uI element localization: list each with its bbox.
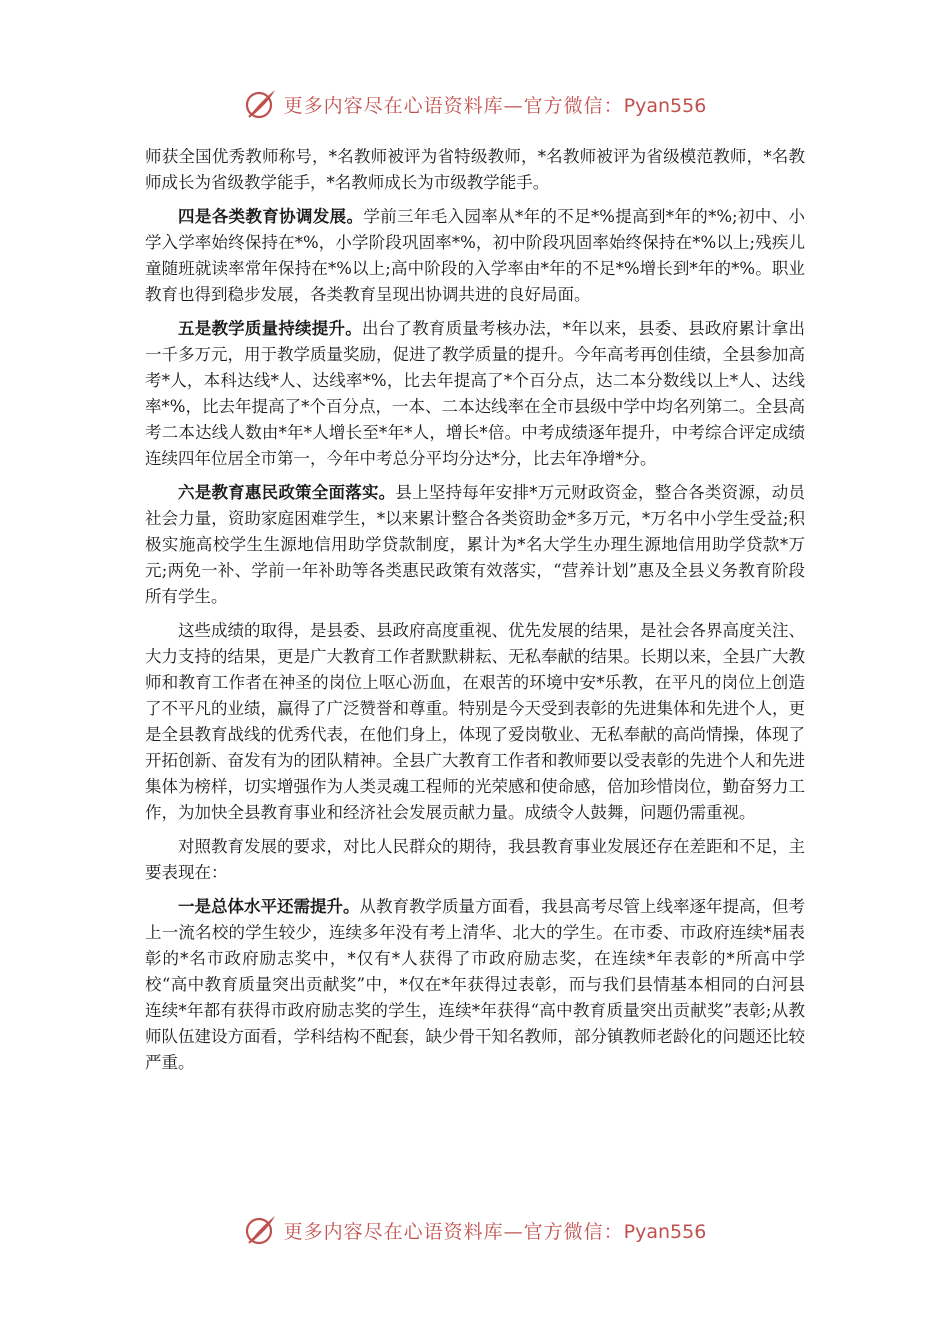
- paragraph-4-lead: 六是教育惠民政策全面落实。: [178, 483, 396, 502]
- paragraph-1: 师获全国优秀教师称号，*名教师被评为省特级教师，*名教师被评为省级模范教师，*名教师成长为省级教学能手，*名教师成长为市级教学能手。: [145, 147, 805, 192]
- header-banner: [0, 84, 950, 124]
- paragraph-2: 四是各类教育协调发展。学前三年毛入园率从*年的不足*%提高到*年的*%;初中、小学入学率始终保持在*%，小学阶段巩固率*%，初中阶段巩固率始终保持在*%以上;残疾儿童随班就读率常年保持在*%以上;高中阶段的入学率由*年的不足*%增长到*年的*%。职业教育也得到稳步发展，各类教育呈现出协调共进的良好局面。: [145, 207, 805, 304]
- paragraph-2-lead: 四是各类教育协调发展。: [178, 207, 364, 226]
- paragraph-3-lead: 五是教学质量持续提升。: [178, 319, 362, 338]
- paragraph-7-lead: 一是总体水平还需提升。: [178, 897, 360, 916]
- paragraph-3: 五是教学质量持续提升。出台了教育质量考核办法，*年以来，县委、县政府累计拿出一千多万元，用于教学质量奖励，促进了教学质量的提升。今年高考再创佳绩，全县参加高考*人，本科达线*人、达线率*%，比去年提高了*个百分点，达二本分数线以上*人、达线率*%，比去年提高了*个百分点，一本、二本达线率在全市县级中学中均名列第二。全县高考二本达线人数由*年*人增长至*年*人，增长*倍。中考成绩逐年提升，中考综合评定成绩连续四年位居全市第一，今年中考总分平均分达*分，比去年净增*分。: [145, 319, 806, 468]
- footer-banner-text: 更多内容尽在心语资料库—官方微信：Pyan556: [283, 1220, 707, 1243]
- paragraph-7: 一是总体水平还需提升。从教育教学质量方面看，我县高考尽管上线率逐年提高，但考上一流名校的学生较少，连续多年没有考上清华、北大的学生。在市委、市政府连续*届表彰的*名市政府励志奖中，*仅有*人获得了市政府励志奖，在连续*年表彰的*所高中学校“高中教育质量突出贡献奖”中，*仅在*年获得过表彰，而与我们县情基本相同的白河县连续*年都有获得市政府励志奖的学生，连续*年获得“高中教育质量突出贡献奖”表彰;从教师队伍建设方面看，学科结构不配套，缺少骨干知名教师，部分镇教师老龄化的问题还比较严重。: [145, 897, 805, 1072]
- paragraph-5: 这些成绩的取得，是县委、县政府高度重视、优先发展的结果，是社会各界高度关注、大力支持的结果，更是广大教育工作者默默耕耘、无私奉献的结果。长期以来，全县广大教师和教育工作者在神圣的岗位上呕心沥血，在艰苦的环境中安*乐教，在平凡的岗位上创造了不平凡的业绩，赢得了广泛赞誉和尊重。特别是今天受到表彰的先进集体和先进个人，更是全县教育战线的优秀代表，在他们身上，体现了爱岗敬业、无私奉献的高尚情操，体现了开拓创新、奋发有为的团队精神。全县广大教育工作者和教师要以受表彰的先进个人和先进集体为榜样，切实增强作为人类灵魂工程师的光荣感和使命感，倍加珍惜岗位，勤奋努力工作，为加快全县教育事业和经济社会发展贡献力量。成绩令人鼓舞，问题仍需重视。: [145, 621, 805, 822]
- document-body: [145, 144, 805, 1084]
- quill-logo-icon: [244, 1213, 278, 1247]
- paragraph-4: 六是教育惠民政策全面落实。县上坚持每年安排*万元财政资金，整合各类资源，动员社会力量，资助家庭困难学生，*以来累计整合各类资助金*多万元，*万名中小学生受益;积极实施高校学生生源地信用助学贷款制度，累计为*名大学生办理生源地信用助学贷款*万元;两免一补、学前一年补助等各类惠民政策有效落实，“营养计划”惠及全县义务教育阶段所有学生。: [145, 483, 806, 606]
- footer-banner: [0, 1210, 950, 1250]
- paragraph-6: 对照教育发展的要求，对比人民群众的期待，我县教育事业发展还存在差距和不足，主要表现在：: [145, 837, 805, 882]
- quill-logo-icon: [244, 87, 278, 121]
- header-banner-text: 更多内容尽在心语资料库—官方微信：Pyan556: [283, 94, 707, 117]
